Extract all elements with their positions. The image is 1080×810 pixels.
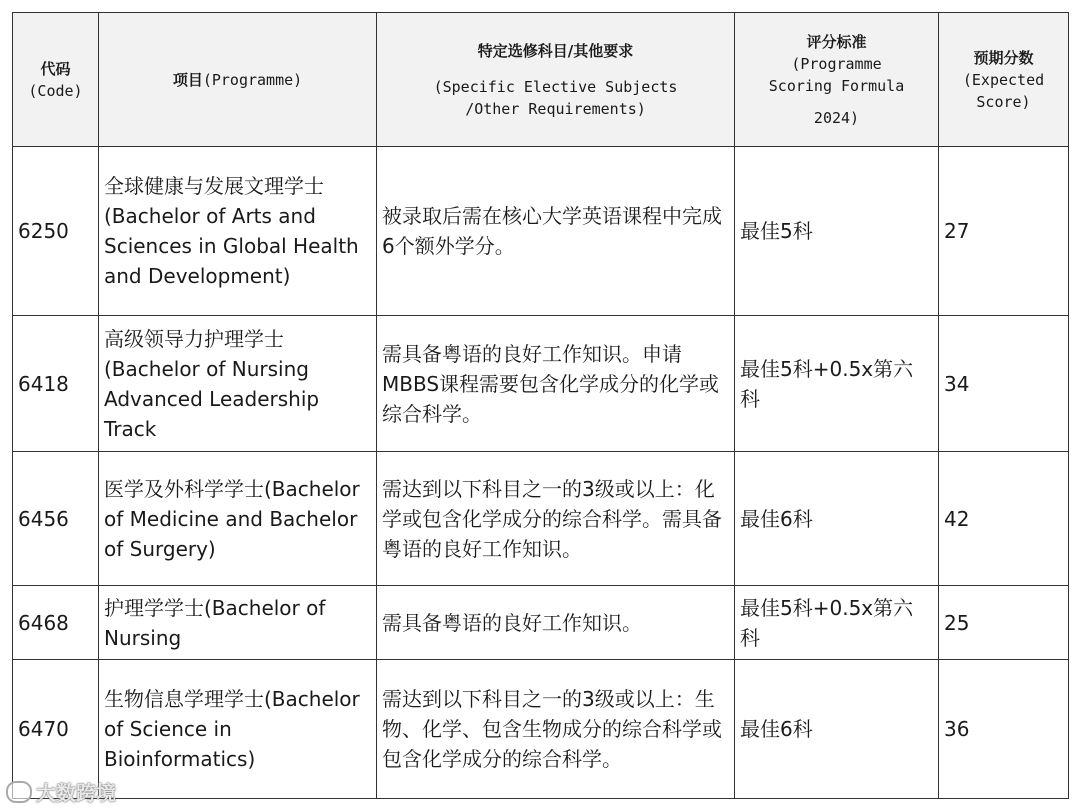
watermark: [6, 777, 116, 806]
code-cell: 6456: [13, 452, 99, 586]
formula-cell: 最佳6科: [735, 452, 939, 586]
requirements-cell: 被录取后需在核心大学英语课程中完成6个额外学分。: [377, 147, 735, 316]
programme-cell: 医学及外科学学士(Bachelor of Medicine and Bachelor of Surgery): [99, 452, 377, 586]
header-code: [13, 13, 99, 147]
header-programme-zh: 项目: [172, 70, 203, 89]
formula-cell: 最佳5科+0.5x第六科: [735, 316, 939, 452]
chat-bubble-icon: [6, 781, 32, 803]
table-row: [13, 147, 1069, 316]
requirements-cell: 需具备粤语的良好工作知识。申请MBBS课程需要包含化学成分的化学或综合科学。: [377, 316, 735, 452]
programme-cell: 护理学学士(Bachelor of Nursing: [99, 586, 377, 660]
formula-cell: 最佳6科: [735, 660, 939, 799]
header-formula: [735, 13, 939, 147]
score-cell: 36: [939, 660, 1069, 799]
header-code-zh: 代码: [40, 59, 71, 78]
programme-cell: 全球健康与发展文理学士(Bachelor of Arts and Sciences in Global Health and Development): [99, 147, 377, 316]
header-requirements-en: (Specific Elective Subjects /Other Requirements): [433, 77, 678, 118]
header-formula-en: (Programme Scoring Formula: [768, 54, 905, 95]
header-formula-year: 2024): [813, 108, 860, 127]
table-row: [13, 660, 1069, 799]
header-requirements: [377, 13, 735, 147]
requirements-cell: 需达到以下科目之一的3级或以上：生物、化学、包含生物成分的综合科学或包含化学成分的综合科学。: [377, 660, 735, 799]
header-programme: [99, 13, 377, 147]
score-cell: 34: [939, 316, 1069, 452]
requirements-cell: 需达到以下科目之一的3级或以上：化学或包含化学成分的综合科学。需具备粤语的良好工作知识。: [377, 452, 735, 586]
score-cell: 25: [939, 586, 1069, 660]
header-requirements-zh: 特定选修科目/其他要求: [477, 41, 634, 60]
header-formula-zh: 评分标准: [806, 32, 867, 51]
formula-cell: 最佳5科+0.5x第六科: [735, 586, 939, 660]
code-cell: 6470: [13, 660, 99, 799]
header-row: [13, 13, 1069, 147]
code-cell: 6250: [13, 147, 99, 316]
score-cell: 42: [939, 452, 1069, 586]
header-score-en: (Expected Score): [962, 70, 1045, 111]
requirements-cell: 需具备粤语的良好工作知识。: [377, 586, 735, 660]
score-cell: 27: [939, 147, 1069, 316]
header-programme-en: (Programme): [202, 70, 303, 89]
formula-cell: 最佳5科: [735, 147, 939, 316]
header-code-en: (Code): [28, 81, 83, 100]
header-score-zh: 预期分数: [973, 48, 1034, 67]
watermark-text: 大数跨境: [36, 781, 116, 805]
programme-cell: 生物信息学理学士(Bachelor of Science in Bioinformatics): [99, 660, 377, 799]
code-cell: 6468: [13, 586, 99, 660]
header-score: [939, 13, 1069, 147]
code-cell: 6418: [13, 316, 99, 452]
admissions-table: [12, 12, 1069, 799]
table-row: [13, 316, 1069, 452]
table-row: [13, 586, 1069, 660]
table-row: [13, 452, 1069, 586]
programme-cell: 高级领导力护理学士(Bachelor of Nursing Advanced Leadership Track: [99, 316, 377, 452]
